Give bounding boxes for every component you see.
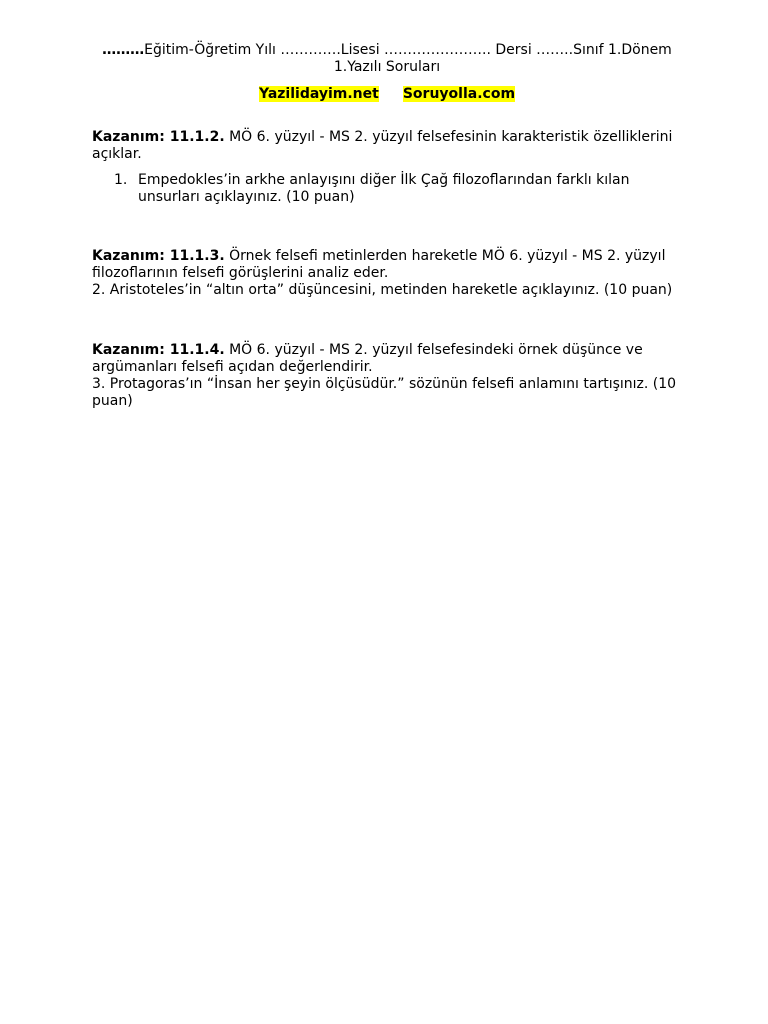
header-dots: ……… (102, 42, 145, 58)
kazanim-3-text: MÖ 6. yüzyıl - MS 2. yüzyıl felsefesindeki örnek düşünce ve argümanları felsefi açıdan değerlendirir. (92, 342, 643, 375)
kazanim-3 (92, 342, 682, 376)
question-3-text: 3. Protagoras’ın “İnsan her şeyin ölçüsüdür.” sözünün felsefi anlamını tartışınız. (10 puan) (92, 376, 677, 409)
section-kazanim-2 (92, 248, 682, 299)
kazanim-2-label: Kazanım: 11.1.3. (92, 248, 225, 264)
question-list (92, 172, 682, 206)
site-link-soruyolla[interactable]: Soruyolla.com (402, 86, 516, 102)
kazanim-2 (92, 248, 682, 282)
site-link-yazilidayim[interactable]: Yazilidayim.net (258, 86, 379, 102)
kazanim-1-label: Kazanım: 11.1.2. (92, 129, 225, 145)
kazanim-1-text: MÖ 6. yüzyıl - MS 2. yüzyıl felsefesinin karakteristik özelliklerini açıklar. (92, 129, 673, 162)
section-kazanim-1 (92, 129, 682, 206)
exam-header-line-1 (92, 42, 682, 59)
kazanim-2-text: Örnek felsefi metinlerden hareketle MÖ 6. yüzyıl - MS 2. yüzyıl filozoflarının felsefi görüşlerini analiz eder. (92, 248, 666, 281)
kazanim-3-label: Kazanım: 11.1.4. (92, 342, 225, 358)
question-1-text: Empedokles’in arkhe anlayışını diğer İlk Çağ filozoflarından farklı kılan unsurları açıklayınız. (10 puan) (138, 172, 630, 205)
header-title: Eğitim-Öğretim Yılı ………….Lisesi ………………….. Dersi ……..Sınıf 1.Dönem (144, 42, 672, 58)
question-1-number: 1. (114, 172, 128, 188)
question-1 (92, 172, 682, 206)
exam-page (92, 42, 682, 410)
section-kazanim-3 (92, 342, 682, 410)
kazanim-1 (92, 129, 682, 163)
question-2-text: 2. Aristoteles’in “altın orta” düşüncesini, metinden hareketle açıklayınız. (10 puan) (92, 282, 673, 298)
exam-header-line-2: 1.Yazılı Soruları (333, 59, 441, 75)
site-links (92, 86, 682, 103)
